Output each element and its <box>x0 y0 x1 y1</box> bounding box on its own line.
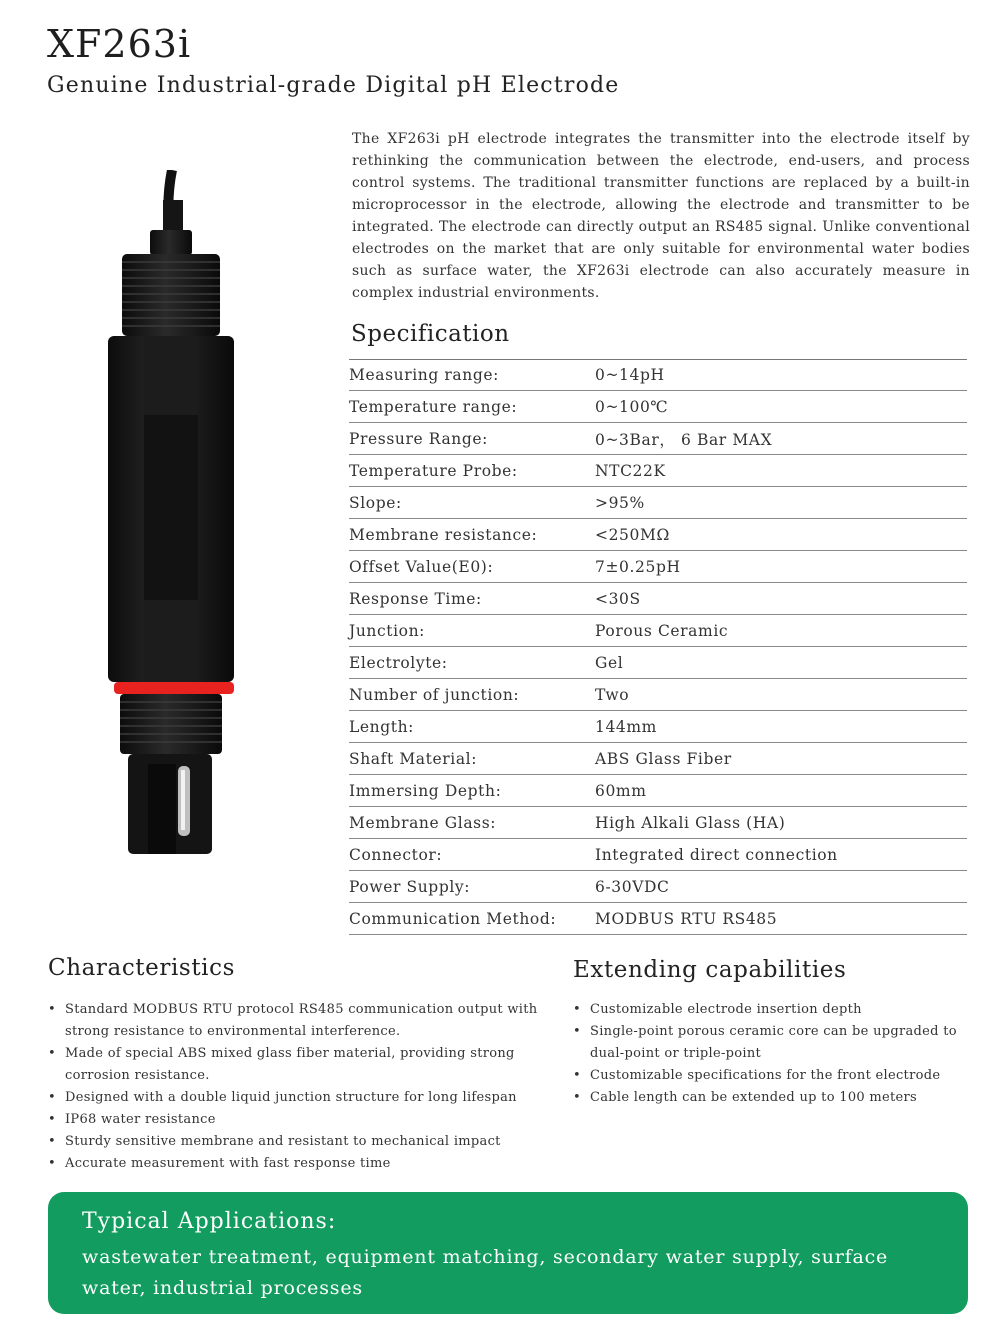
spec-value: 144mm <box>595 718 657 736</box>
list-item <box>48 1153 558 1175</box>
bullet-icon: • <box>48 1156 56 1171</box>
spec-label: Temperature Probe: <box>349 462 518 480</box>
spec-value: <250MΩ <box>595 526 670 544</box>
spec-value: Integrated direct connection <box>595 846 838 864</box>
spec-label: Measuring range: <box>349 366 499 384</box>
spec-label: Connector: <box>349 846 443 864</box>
spec-row <box>349 488 967 519</box>
spec-label: Membrane resistance: <box>349 526 538 544</box>
spec-value: 7±0.25pH <box>595 558 681 576</box>
list-item-text: Accurate measurement with fast response time <box>65 1156 391 1171</box>
spec-value: 6-30VDC <box>595 878 670 896</box>
spec-value: 0~14pH <box>595 366 665 384</box>
list-item <box>48 1087 558 1109</box>
specification-table <box>349 359 967 936</box>
list-item-text: Single-point porous ceramic core can be upgraded to dual-point or triple-point <box>590 1024 957 1061</box>
bullet-icon: • <box>573 1068 581 1083</box>
list-item-text: IP68 water resistance <box>65 1112 216 1127</box>
characteristics-heading: Characteristics <box>48 955 236 981</box>
spec-row <box>349 872 967 903</box>
spec-label: Junction: <box>349 622 425 640</box>
spec-row <box>349 904 967 935</box>
bullet-icon: • <box>48 1002 56 1017</box>
spec-label: Power Supply: <box>349 878 471 896</box>
spec-value: High Alkali Glass (HA) <box>595 814 786 832</box>
typical-applications-panel <box>48 1192 968 1314</box>
list-item <box>573 1021 973 1065</box>
spec-row <box>349 424 967 455</box>
spec-row <box>349 552 967 583</box>
list-item <box>48 1043 558 1087</box>
spec-value: >95% <box>595 494 645 512</box>
bullet-icon: • <box>48 1090 56 1105</box>
list-item-text: Customizable electrode insertion depth <box>590 1002 862 1017</box>
spec-value: Two <box>595 686 630 704</box>
list-item <box>573 1087 973 1109</box>
specification-heading: Specification <box>351 321 510 347</box>
ph-electrode-image <box>100 170 250 860</box>
spec-label: Offset Value(E0): <box>349 558 494 576</box>
product-title: XF263i <box>47 22 192 66</box>
spec-label: Length: <box>349 718 415 736</box>
spec-row <box>349 776 967 807</box>
spec-row <box>349 840 967 871</box>
spec-row <box>349 744 967 775</box>
spec-row <box>349 648 967 679</box>
characteristics-list <box>48 999 558 1175</box>
list-item <box>573 999 973 1021</box>
spec-row <box>349 680 967 711</box>
spec-row <box>349 808 967 839</box>
spec-label: Slope: <box>349 494 402 512</box>
bullet-icon: • <box>573 1090 581 1105</box>
spec-label: Response Time: <box>349 590 482 608</box>
bullet-icon: • <box>573 1002 581 1017</box>
list-item-text: Sturdy sensitive membrane and resistant to mechanical impact <box>65 1134 501 1149</box>
spec-label: Shaft Material: <box>349 750 478 768</box>
spec-label: Temperature range: <box>349 398 518 416</box>
spec-value: 60mm <box>595 782 647 800</box>
spec-value: MODBUS RTU RS485 <box>595 910 778 928</box>
spec-value: NTC22K <box>595 462 666 480</box>
list-item <box>573 1065 973 1087</box>
spec-label: Communication Method: <box>349 910 557 928</box>
spec-value: ABS Glass Fiber <box>595 750 732 768</box>
list-item <box>48 1109 558 1131</box>
typical-applications-text: wastewater treatment, equipment matching, secondary water supply, surface water, industrial processes <box>82 1246 889 1299</box>
list-item <box>48 1131 558 1153</box>
spec-label: Membrane Glass: <box>349 814 497 832</box>
list-item-text: Standard MODBUS RTU protocol RS485 communication output with strong resistance to environmental interference. <box>65 1002 538 1039</box>
bullet-icon: • <box>48 1112 56 1127</box>
extending-capabilities-list <box>573 999 973 1109</box>
list-item <box>48 999 558 1043</box>
spec-label: Immersing Depth: <box>349 782 502 800</box>
bullet-icon: • <box>573 1024 581 1039</box>
spec-row <box>349 360 967 391</box>
spec-row <box>349 456 967 487</box>
list-item-text: Customizable specifications for the front electrode <box>590 1068 941 1083</box>
spec-label: Electrolyte: <box>349 654 448 672</box>
typical-applications-heading: Typical Applications: <box>82 1209 337 1234</box>
spec-value: Gel <box>595 654 624 672</box>
bullet-icon: • <box>48 1046 56 1061</box>
extending-capabilities-heading: Extending capabilities <box>573 957 847 983</box>
list-item-text: Designed with a double liquid junction structure for long lifespan <box>65 1090 517 1105</box>
spec-value: 0~100℃ <box>595 398 669 416</box>
spec-row <box>349 712 967 743</box>
spec-row <box>349 616 967 647</box>
list-item-text: Cable length can be extended up to 100 meters <box>590 1090 918 1105</box>
product-subtitle: Genuine Industrial-grade Digital pH Electrode <box>47 73 620 98</box>
spec-value: Porous Ceramic <box>595 622 729 640</box>
intro-paragraph: The XF263i pH electrode integrates the transmitter into the electrode itself by rethinking the communication between the electrode, end-users, and process control systems. The traditional transmitter functions are replaced by a built-in microprocessor in the electrode, allowing the electrode and transmitter to be integrated. The electrode can directly output an RS485 signal. Unlike conventional electrodes on the market that are only suitable for environmental water bodies such as surface water, the XF263i electrode can also accurately measure in complex industrial environments. <box>352 131 970 301</box>
spec-label: Pressure Range: <box>349 430 488 448</box>
spec-label: Number of junction: <box>349 686 520 704</box>
spec-value: <30S <box>595 590 641 608</box>
bullet-icon: • <box>48 1134 56 1149</box>
spec-row <box>349 392 967 423</box>
spec-row <box>349 520 967 551</box>
list-item-text: Made of special ABS mixed glass fiber material, providing strong corrosion resistance. <box>65 1046 515 1083</box>
spec-row <box>349 584 967 615</box>
spec-value: 0~3Bar， 6 Bar MAX <box>595 431 773 449</box>
